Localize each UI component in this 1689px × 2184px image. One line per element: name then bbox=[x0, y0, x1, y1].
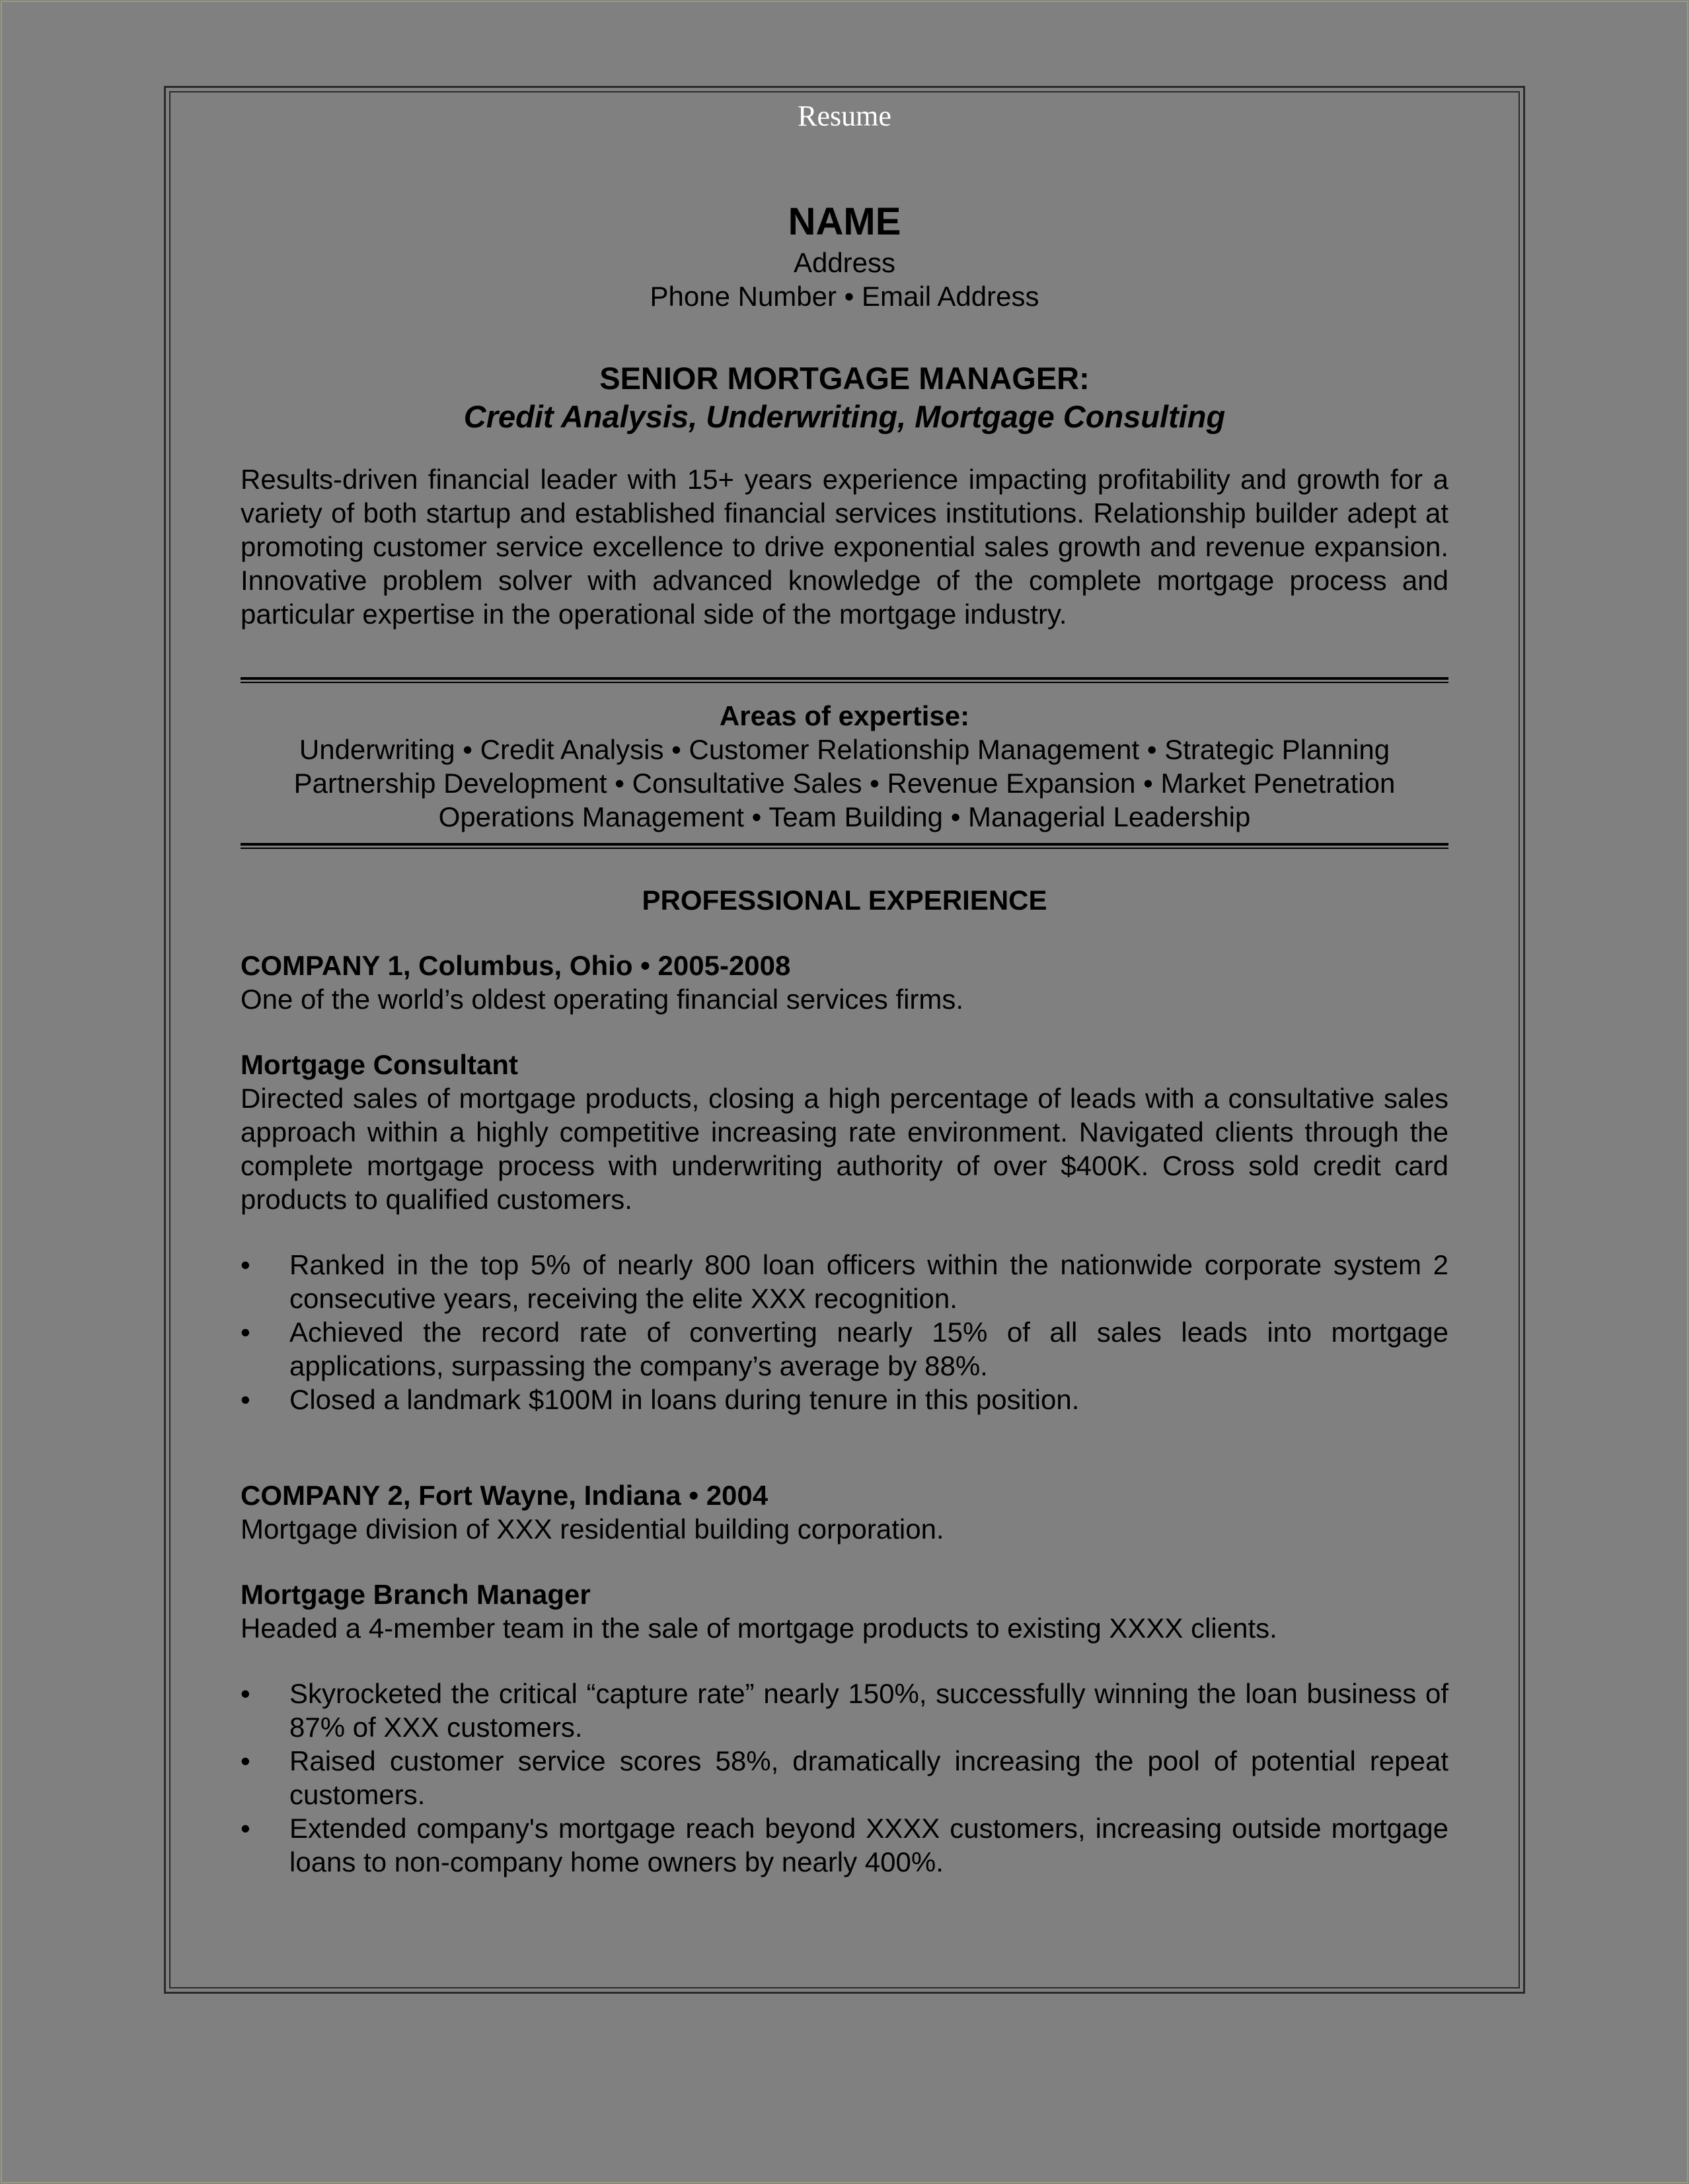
address-line: Address bbox=[793, 247, 896, 278]
achievement-text: Extended company's mortgage reach beyond XXXX customers, increasing outside mortgage loans to non-company home owners by nearly 400%. bbox=[289, 1813, 1448, 1877]
company-line: COMPANY 1, Columbus, Ohio • 2005-2008 bbox=[241, 950, 791, 981]
bullet-icon: • bbox=[241, 1745, 250, 1776]
job-entry bbox=[241, 949, 1448, 1416]
candidate-name: NAME bbox=[788, 200, 901, 243]
achievement-list bbox=[241, 1677, 1448, 1879]
role-description: Directed sales of mortgage products, closing a high percentage of leads with a consultative sales approach within a highly competitive increasing rate environment. Navigated clients through the complete mortgage process with underwriting authority of over $400K. Cross sold credit card products to qualified customers. bbox=[241, 1083, 1448, 1215]
bullet-icon: • bbox=[241, 1678, 250, 1709]
achievement-text: Closed a landmark $100M in loans during tenure in this position. bbox=[289, 1384, 1080, 1415]
achievement-text: Raised customer service scores 58%, dramatically increasing the pool of potential repeat customers. bbox=[289, 1745, 1448, 1810]
achievement-item bbox=[241, 1248, 1448, 1315]
achievement-list bbox=[241, 1248, 1448, 1416]
job-entry bbox=[241, 1478, 1448, 1879]
achievement-item bbox=[241, 1315, 1448, 1383]
bullet-icon: • bbox=[241, 1249, 250, 1280]
company-description: One of the world’s oldest operating financial services firms. bbox=[241, 984, 964, 1015]
experience-heading: PROFESSIONAL EXPERIENCE bbox=[642, 885, 1047, 916]
achievement-item bbox=[241, 1677, 1448, 1744]
achievement-item bbox=[241, 1744, 1448, 1811]
bullet-icon: • bbox=[241, 1384, 250, 1415]
achievement-text: Achieved the record rate of converting nearly 15% of all sales leads into mortgage applications, surpassing the company’s average by 88%. bbox=[289, 1317, 1448, 1381]
expertise-top-rule bbox=[241, 677, 1448, 683]
achievement-item bbox=[241, 1811, 1448, 1879]
role-title: Mortgage Consultant bbox=[241, 1049, 518, 1080]
headline-title: SENIOR MORTGAGE MANAGER: bbox=[599, 361, 1090, 396]
headline-subtitle: Credit Analysis, Underwriting, Mortgage Consulting bbox=[463, 399, 1226, 434]
expertise-line: Partnership Development • Consultative Sales • Revenue Expansion • Market Penetration bbox=[293, 768, 1396, 799]
company-description: Mortgage division of XXX residential building corporation. bbox=[241, 1513, 944, 1545]
role-title: Mortgage Branch Manager bbox=[241, 1579, 591, 1610]
company-line: COMPANY 2, Fort Wayne, Indiana • 2004 bbox=[241, 1480, 769, 1511]
contact-line: Phone Number • Email Address bbox=[650, 281, 1039, 312]
role-description: Headed a 4-member team in the sale of mortgage products to existing XXXX clients. bbox=[241, 1613, 1277, 1644]
expertise-line: Operations Management • Team Building • Managerial Leadership bbox=[438, 801, 1251, 832]
achievement-text: Ranked in the top 5% of nearly 800 loan officers within the nationwide corporate system 2 consecutive years, receiving the elite XXX recognition. bbox=[289, 1249, 1448, 1314]
achievement-item bbox=[241, 1383, 1448, 1416]
achievement-text: Skyrocketed the critical “capture rate” nearly 150%, successfully winning the loan business of 87% of XXX customers. bbox=[289, 1678, 1448, 1743]
summary-paragraph: Results-driven financial leader with 15+ years experience impacting profitability and growth for a variety of both startup and established financial services institutions. Relationship builder adept at promoting customer service excellence to drive exponential sales growth and revenue expansion. Innovative problem solver with advanced knowledge of the complete mortgage process and particular expertise in the operational side of the mortgage industry. bbox=[241, 464, 1448, 630]
expertise-heading: Areas of expertise: bbox=[719, 700, 970, 731]
expertise-line: Underwriting • Credit Analysis • Customer Relationship Management • Strategic Planning bbox=[299, 734, 1390, 765]
bullet-icon: • bbox=[241, 1317, 250, 1348]
expertise-bottom-rule bbox=[241, 843, 1448, 849]
bullet-icon: • bbox=[241, 1813, 250, 1844]
resume-body bbox=[241, 198, 1448, 1879]
document-label: Resume bbox=[798, 100, 891, 132]
